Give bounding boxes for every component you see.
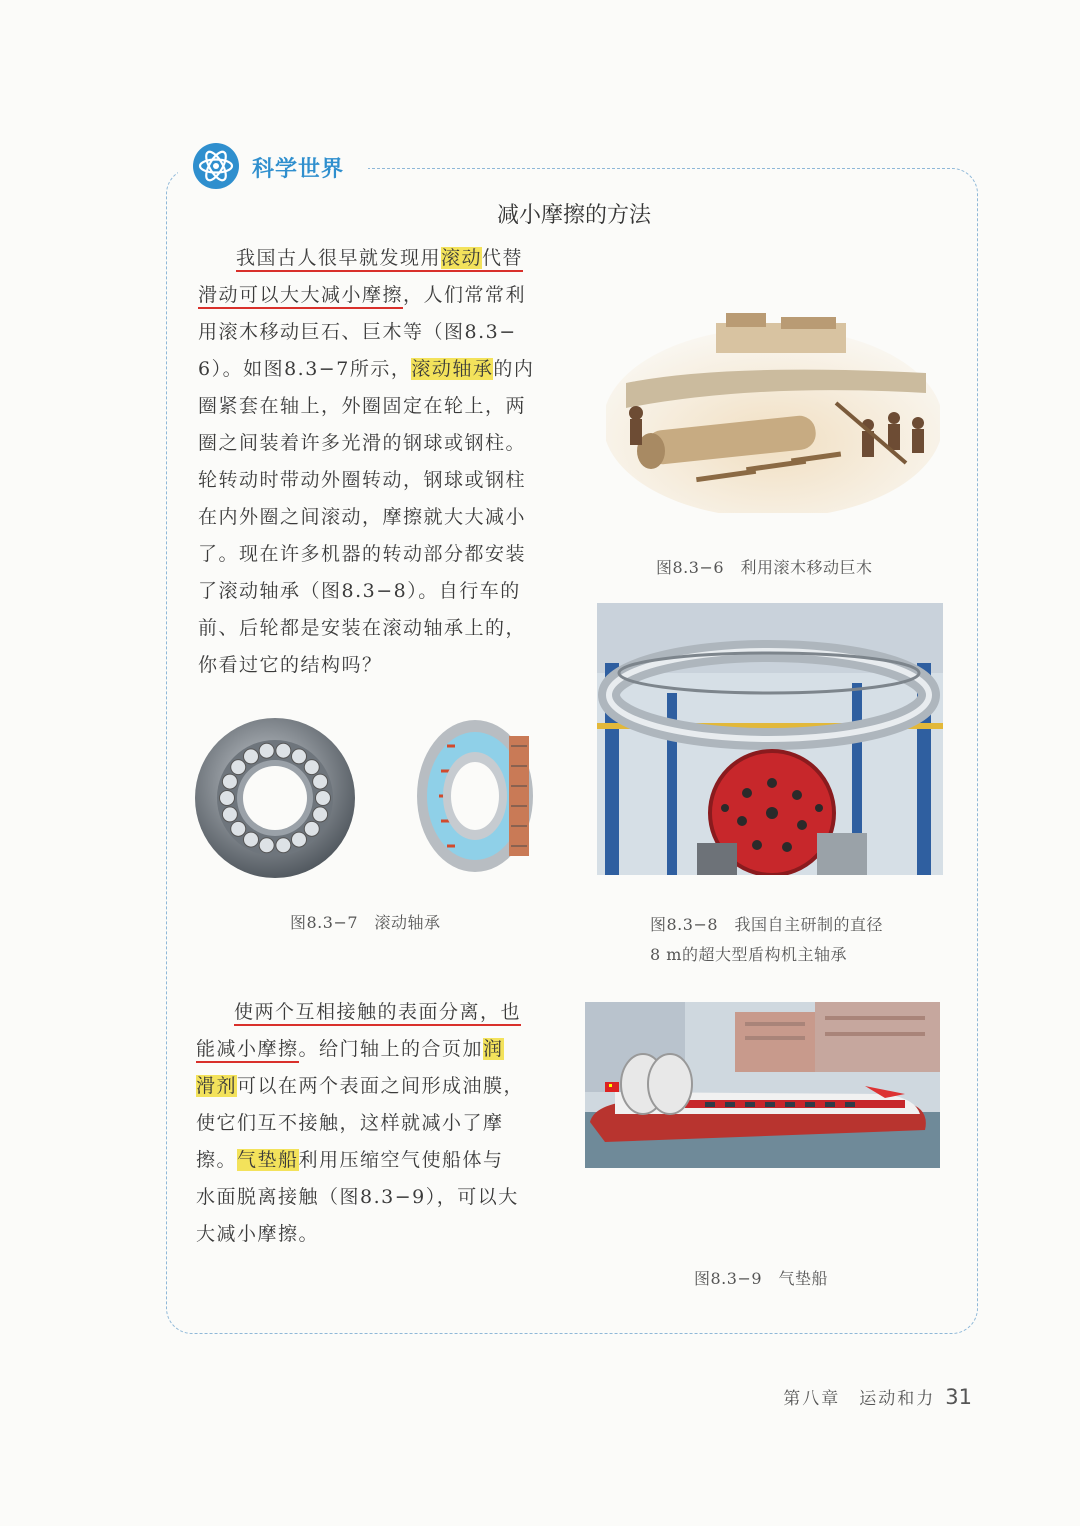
text-line: 使两个互相接触的表面分离，也 [196, 994, 541, 1031]
figure-caption: 图8.3−8 我国自主研制的直径 [650, 915, 884, 934]
figure-caption: 图8.3−7 滚动轴承 [290, 913, 441, 932]
bearing-ball [259, 743, 274, 758]
bearing-ball [276, 743, 291, 758]
text-line: 圈之间装着许多光滑的钢球或钢柱。 [198, 432, 527, 454]
rolling-logs-illustration [606, 313, 940, 513]
figure-caption: 8 m的超大型盾构机主轴承 [650, 945, 847, 964]
article-title: 减小摩擦的方法 [496, 203, 651, 228]
bearing-ball [231, 821, 246, 836]
text-line: 能减小摩擦。给门轴上的合页加润 [196, 1031, 541, 1068]
text-line: 你看过它的结构吗？ [198, 654, 383, 676]
section-label: 科学世界 [252, 157, 345, 182]
bearing-ball [276, 838, 291, 853]
bearing-ball [220, 791, 235, 806]
text-line: 大减小摩擦。 [196, 1223, 320, 1245]
bearing-ball [292, 749, 307, 764]
bearing-ball [244, 832, 259, 847]
ball-bearing-illustration [192, 715, 358, 881]
text-line: 擦。气垫船利用压缩空气使船体与 [196, 1149, 504, 1171]
text-line: 6）。如图8.3−7所示，滚动轴承的内 [198, 358, 535, 380]
bearing-ball [231, 760, 246, 775]
bearing-ball [259, 838, 274, 853]
text-line: 水面脱离接触（图8.3−9），可以大 [196, 1186, 519, 1208]
bearing-ball [222, 807, 237, 822]
text-line: 了滚动轴承（图8.3−8）。自行车的 [198, 580, 521, 602]
text-line: 滑动可以大大减小摩擦，人们常常利 [198, 277, 543, 314]
text-line: 前、后轮都是安装在滚动轴承上的， [198, 617, 527, 639]
text-line: 我国古人很早就发现用滚动代替 [198, 240, 543, 277]
atom-icon [192, 142, 240, 190]
text-line: 在内外圈之间滚动，摩擦就大大减小 [198, 506, 527, 528]
hovercraft-photo [585, 1002, 940, 1168]
text-line: 了。现在许多机器的转动部分都安装 [198, 543, 527, 565]
bearing-ball [304, 821, 319, 836]
paragraph-rolling [198, 240, 543, 684]
bearing-ball [292, 832, 307, 847]
text-line: 滑剂可以在两个表面之间形成油膜， [196, 1075, 525, 1097]
figure-caption: 图8.3−9 气垫船 [694, 1269, 829, 1288]
chapter-label: 第八章 运动和力 [783, 1389, 936, 1409]
text-line: 轮转动时带动外圈转动，钢球或钢柱 [198, 469, 527, 491]
paragraph-separation [196, 994, 541, 1253]
figure-caption: 图8.3−6 利用滚木移动巨木 [656, 558, 873, 577]
bearing-ball [244, 749, 259, 764]
bearing-ball [313, 807, 328, 822]
text-line: 圈紧套在轴上，外圈固定在轮上，两 [198, 395, 527, 417]
text-line: 使它们互不接触，这样就减小了摩 [196, 1112, 504, 1134]
text-line: 用滚木移动巨石、巨木等（图8.3− [198, 321, 517, 343]
roller-bearing-illustration [405, 716, 535, 876]
bearing-ball [222, 774, 237, 789]
tunnel-bearing-photo [597, 603, 943, 875]
bearing-ball [313, 774, 328, 789]
bearing-ball [316, 791, 331, 806]
page-footer [783, 1384, 972, 1409]
bearing-ball [304, 760, 319, 775]
page-number: 31 [945, 1385, 972, 1409]
